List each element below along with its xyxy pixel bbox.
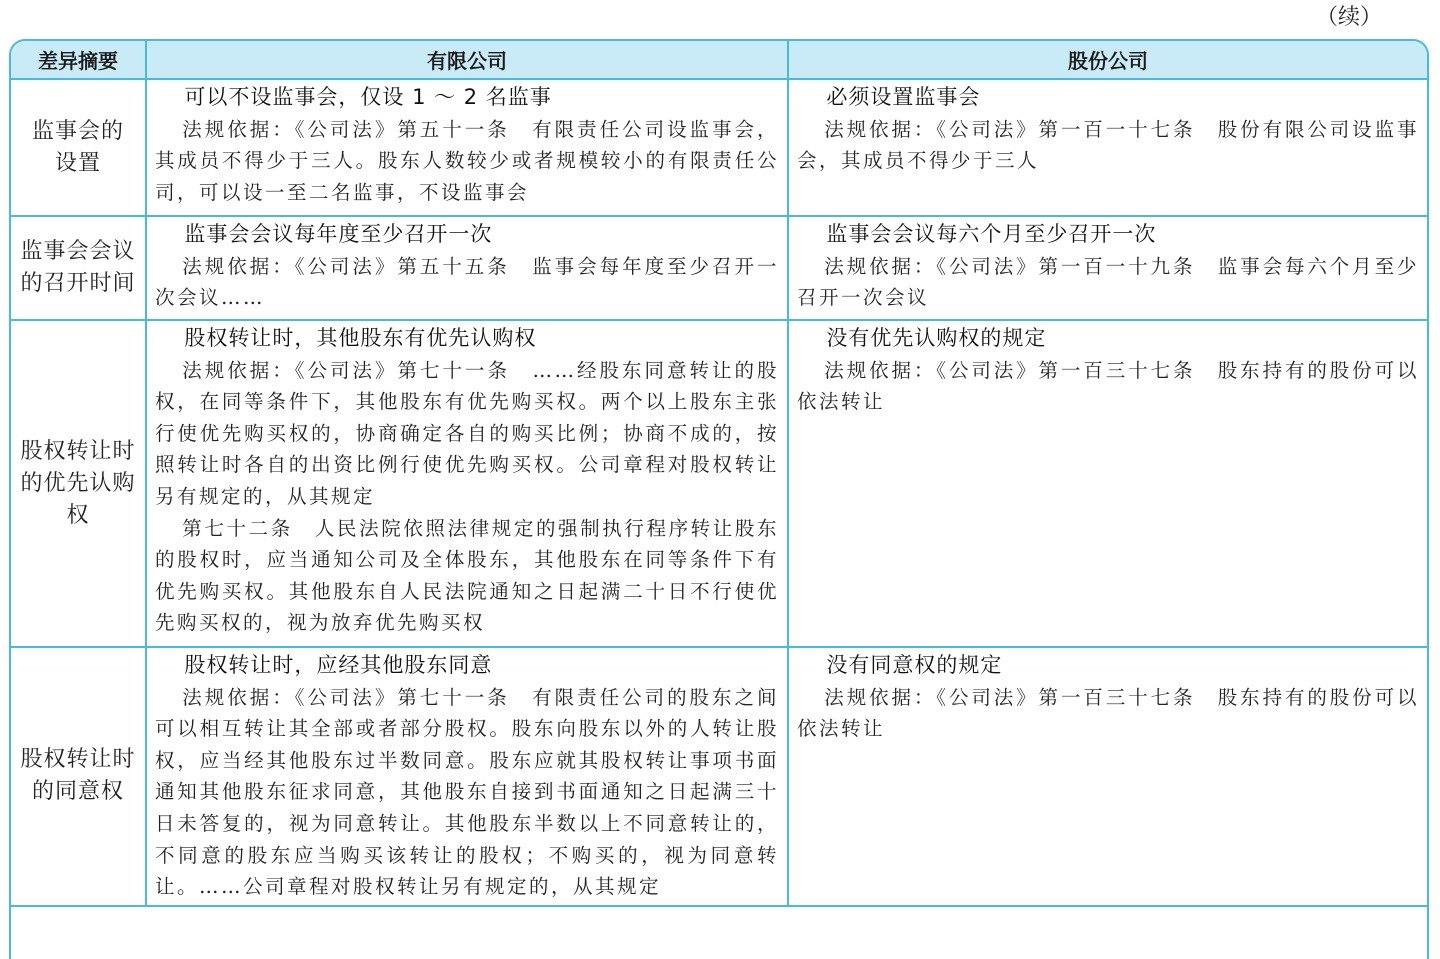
limited-cell [146, 79, 788, 216]
limited-title: 监事会会议每年度至少召开一次 [184, 222, 493, 246]
summary-text: 监事会会议的召开时间 [20, 239, 136, 296]
joint-stock-cell [788, 647, 1427, 906]
row-summary [11, 647, 146, 906]
comparison-table [11, 41, 1427, 907]
limited-paragraph: 法规依据：《公司法》第五十五条 监事会每年度至少召开一次会议…… [155, 254, 779, 310]
table-row [11, 647, 1427, 906]
joint-stock-paragraph: 法规依据：《公司法》第一百三十七条 股东持有的股份可以依法转让 [797, 358, 1419, 414]
limited-title: 股权转让时，其他股东有优先认购权 [184, 326, 537, 350]
joint-stock-cell [788, 79, 1427, 216]
joint-stock-title: 没有同意权的规定 [826, 653, 1003, 677]
limited-cell [146, 216, 788, 320]
joint-stock-cell [788, 216, 1427, 320]
header-row [11, 41, 1427, 79]
table-row [11, 320, 1427, 647]
limited-title: 可以不设监事会，仅设 1 ～ 2 名监事 [184, 85, 552, 109]
joint-stock-paragraph: 法规依据：《公司法》第一百一十七条 股份有限公司设监事会，其成员不得少于三人 [797, 117, 1419, 173]
table-row [11, 79, 1427, 216]
header-limited-company: 有限公司 [146, 41, 788, 79]
summary-text: 监事会的设置 [31, 118, 124, 176]
row-summary [11, 320, 146, 647]
limited-cell [146, 647, 788, 906]
limited-cell [146, 320, 788, 647]
row-summary [11, 216, 146, 320]
table-row [11, 216, 1427, 320]
joint-stock-title: 监事会会议每六个月至少召开一次 [826, 222, 1157, 246]
joint-stock-paragraph: 法规依据：《公司法》第一百三十七条 股东持有的股份可以依法转让 [797, 685, 1419, 741]
row-summary [11, 79, 146, 216]
joint-stock-paragraph: 法规依据：《公司法》第一百一十九条 监事会每六个月至少召开一次会议 [797, 254, 1419, 310]
summary-text: 股权转让时的同意权 [20, 747, 136, 805]
limited-paragraph: 法规依据：《公司法》第七十一条 ……经股东同意转让的股权，在同等条件下，其他股东有优先购买权。两个以上股东主张行使优先购买权的，协商确定各自的购买比例；协商不成的，按照转让时各自的出资比例行使优先购买权。公司章程对股权转让另有规定的，从其规定 [155, 358, 779, 508]
joint-stock-title: 没有优先认购权的规定 [826, 326, 1047, 350]
limited-paragraph: 第七十二条 人民法院依照法律规定的强制执行程序转让股东的股权时，应当通知公司及全体股东，其他股东在同等条件下有优先购买权。其他股东自人民法院通知之日起满二十日不行使优先购买权的，视为放弃优先购买权 [155, 516, 779, 635]
limited-title: 股权转让时，应经其他股东同意 [184, 653, 493, 677]
comparison-table-frame [9, 39, 1429, 959]
limited-paragraph: 法规依据：《公司法》第七十一条 有限责任公司的股东之间可以相互转让其全部或者部分股权。股东向股东以外的人转让股权，应当经其他股东过半数同意。股东应就其股权转让事项书面通知其他股东征求同意，其他股东自接到书面通知之日起满三十日未答复的，视为同意转让。其他股东半数以上不同意转让的，不同意的股东应当购买该转让的股权；不购买的，视为同意转让。……公司章程对股权转让另有规定的，从其规定 [155, 685, 779, 899]
joint-stock-title: 必须设置监事会 [826, 85, 981, 109]
continued-label: （续） [1315, 5, 1382, 30]
limited-paragraph: 法规依据：《公司法》第五十一条 有限责任公司设监事会，其成员不得少于三人。股东人数较少或者规模较小的有限责任公司，可以设一至二名监事，不设监事会 [155, 117, 779, 204]
summary-text: 股权转让时的优先认购权 [20, 438, 136, 528]
header-joint-stock-company: 股份公司 [788, 41, 1427, 79]
joint-stock-cell [788, 320, 1427, 647]
header-summary: 差异摘要 [11, 41, 146, 79]
